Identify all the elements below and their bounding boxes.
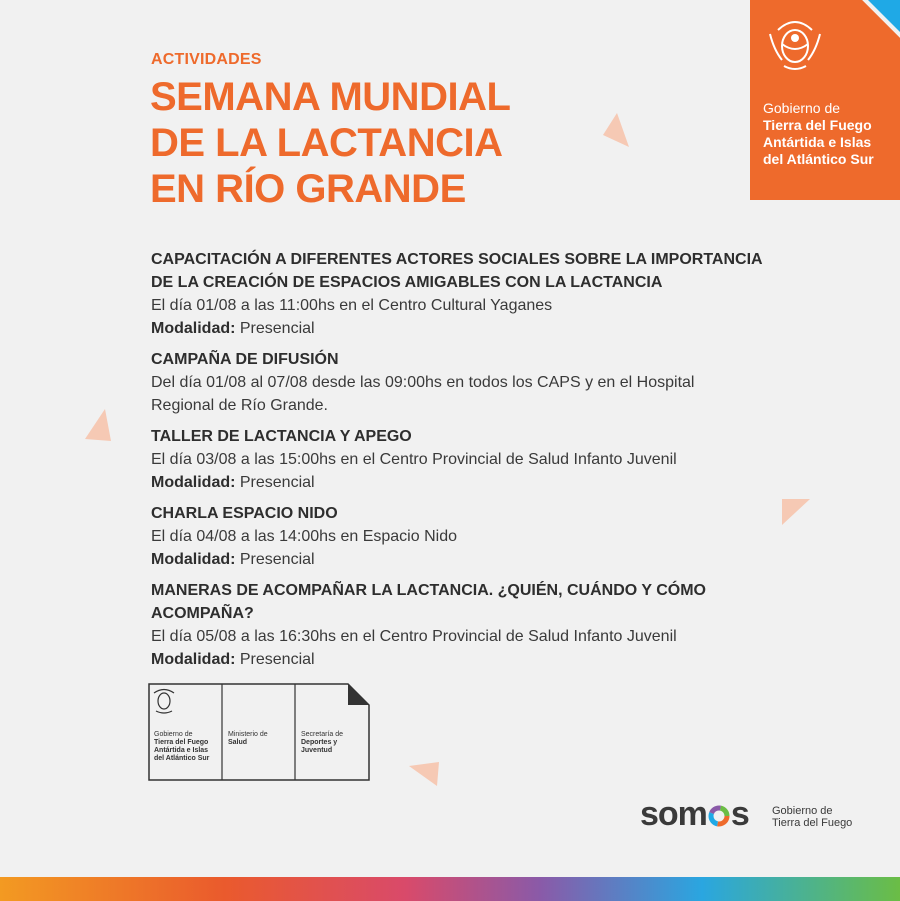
gov-line-2: Tierra del Fuego bbox=[763, 117, 872, 133]
activity-item bbox=[151, 248, 811, 340]
activity-title-line: MANERAS DE ACOMPAÑAR LA LACTANCIA. ¿QUIÉN, CUÁNDO Y CÓMO bbox=[151, 582, 706, 599]
modality-value: Presencial bbox=[235, 320, 315, 337]
title-line-2: DE LA LACTANCIA bbox=[150, 121, 503, 165]
activity-title bbox=[151, 348, 811, 371]
activity-title-line: TALLER DE LACTANCIA Y APEGO bbox=[151, 428, 412, 445]
section-eyebrow: ACTIVIDADES bbox=[151, 51, 262, 68]
activity-title-line: ACOMPAÑA? bbox=[151, 605, 254, 622]
modality-value: Presencial bbox=[235, 651, 315, 668]
modality-label: Modalidad: bbox=[151, 651, 236, 668]
activity-detail: El día 04/08 a las 14:00hs en Espacio Nido bbox=[151, 528, 457, 545]
somos-o-ring-icon bbox=[708, 805, 730, 827]
somos-subtitle bbox=[772, 805, 852, 829]
logo-text: Antártida e Islas bbox=[154, 747, 209, 754]
gov-line-1: Gobierno de bbox=[763, 100, 841, 116]
title-line-3: EN RÍO GRANDE bbox=[150, 167, 466, 211]
logo-text: Secretaría de bbox=[301, 731, 344, 738]
modality-label: Modalidad: bbox=[151, 320, 236, 337]
decor-triangle-icon bbox=[409, 762, 439, 786]
activity-item bbox=[151, 502, 811, 571]
institution-logos bbox=[148, 683, 370, 781]
activity-title-line: DE LA CREACIÓN DE ESPACIOS AMIGABLES CON LA LACTANCIA bbox=[151, 274, 663, 291]
activity-modality bbox=[151, 648, 811, 671]
decor-triangle-icon bbox=[85, 409, 111, 441]
modality-label: Modalidad: bbox=[151, 474, 236, 491]
activity-detail: Del día 01/08 al 07/08 desde las 09:00hs en todos los CAPS y en el Hospital bbox=[151, 374, 695, 391]
provincial-crest-icon bbox=[760, 10, 830, 80]
activities-list bbox=[151, 248, 811, 679]
corner-fold-icon bbox=[862, 0, 900, 38]
activity-title bbox=[151, 502, 811, 525]
activity-detail: Regional de Río Grande. bbox=[151, 397, 328, 414]
logo-text: del Atlántico Sur bbox=[154, 755, 210, 762]
modality-label: Modalidad: bbox=[151, 551, 236, 568]
activity-item bbox=[151, 579, 811, 671]
logo-text: Tierra del Fuego bbox=[154, 739, 209, 746]
gov-line-3: Antártida e Islas bbox=[763, 134, 872, 150]
somos-sub-line: Tierra del Fuego bbox=[772, 817, 853, 829]
logo-text: Salud bbox=[228, 739, 248, 746]
somos-word-b: s bbox=[730, 795, 749, 833]
government-name bbox=[763, 100, 874, 168]
logo-text: Deportes y bbox=[301, 739, 338, 746]
activity-modality bbox=[151, 317, 811, 340]
decor-triangle-icon bbox=[603, 113, 629, 147]
activity-detail: El día 05/08 a las 16:30hs en el Centro Provincial de Salud Infanto Juvenil bbox=[151, 628, 677, 645]
modality-value: Presencial bbox=[235, 474, 315, 491]
activity-title bbox=[151, 579, 811, 625]
logo-text: Juventud bbox=[301, 747, 333, 754]
activity-title bbox=[151, 425, 811, 448]
logo-gobierno bbox=[148, 683, 222, 781]
bottom-color-bar bbox=[0, 877, 900, 901]
logo-secretaria-deportes bbox=[295, 683, 370, 781]
government-badge bbox=[750, 0, 900, 200]
somos-word-a: som bbox=[640, 795, 707, 833]
activity-title bbox=[151, 248, 811, 294]
logo-text: Gobierno de bbox=[154, 731, 193, 738]
activity-title-line: CHARLA ESPACIO NIDO bbox=[151, 505, 338, 522]
activity-modality bbox=[151, 471, 811, 494]
page-title bbox=[150, 74, 510, 212]
logo-ministerio-salud bbox=[222, 683, 295, 781]
somos-sub-line: Gobierno de bbox=[772, 805, 833, 817]
gov-line-4: del Atlántico Sur bbox=[763, 151, 874, 167]
logo-text: Ministerio de bbox=[228, 731, 268, 738]
activity-title-line: CAMPAÑA DE DIFUSIÓN bbox=[151, 351, 339, 368]
activity-title-line: CAPACITACIÓN A DIFERENTES ACTORES SOCIALES SOBRE LA IMPORTANCIA bbox=[151, 251, 763, 268]
activity-detail: El día 03/08 a las 15:00hs en el Centro Provincial de Salud Infanto Juvenil bbox=[151, 451, 677, 468]
somos-wordmark bbox=[640, 795, 749, 834]
activity-item bbox=[151, 348, 811, 417]
modality-value: Presencial bbox=[235, 551, 315, 568]
activity-modality bbox=[151, 548, 811, 571]
activity-item bbox=[151, 425, 811, 494]
activity-detail: El día 01/08 a las 11:00hs en el Centro Cultural Yaganes bbox=[151, 297, 553, 314]
title-line-1: SEMANA MUNDIAL bbox=[150, 75, 511, 119]
